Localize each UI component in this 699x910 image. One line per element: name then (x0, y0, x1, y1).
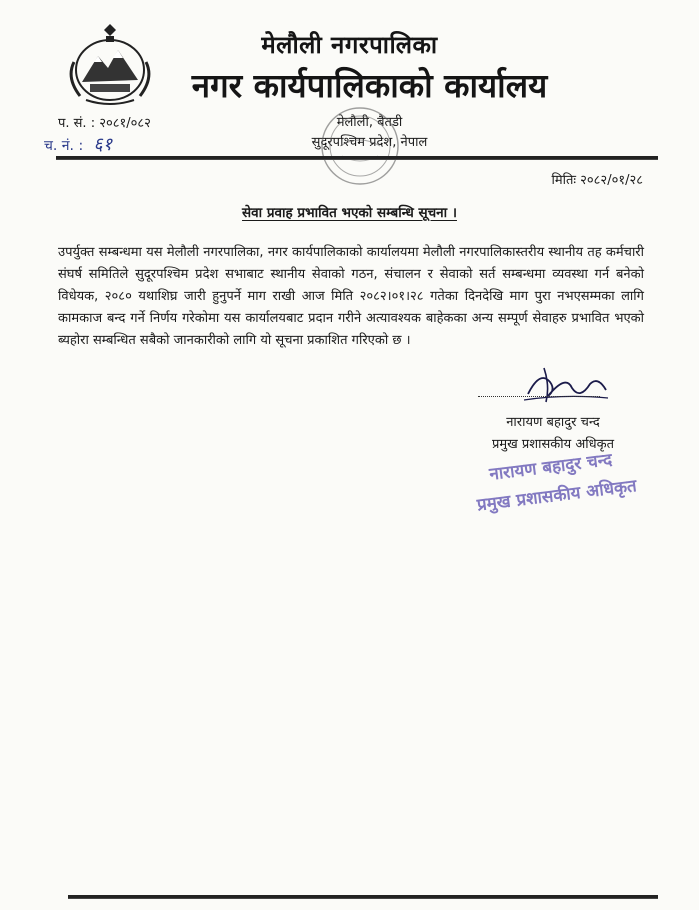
dispatch-number (44, 132, 112, 156)
office-name: मेलौली नगरपालिका (261, 31, 438, 59)
issue-date-label: मितिः (551, 173, 577, 188)
signature-line (478, 396, 600, 397)
issue-date (551, 170, 643, 188)
notice-subject-text: सेवा प्रवाह प्रभावित भएको सम्बन्धि सूचना । (242, 205, 457, 221)
letter-number-label: प. सं. : (58, 116, 96, 131)
signatory-designation: प्रमुख प्रशासकीय अधिकृत (491, 437, 615, 452)
header-divider (56, 156, 658, 160)
seal-name: नारायण बहादुर चन्द (488, 449, 614, 485)
seal-designation: प्रमुख प्रशासकीय अधिकृत (475, 476, 638, 516)
issue-date-value: २०८२/०१/२८ (580, 173, 643, 188)
notice-subject (0, 203, 699, 221)
address-province: सुदूरपश्चिम प्रदेश, नेपाल (311, 135, 428, 150)
notice-body: उपर्युक्त सम्बन्धमा यस मेलौली नगरपालिका, नगर कार्यपालिकाको कार्यालयमा मेलौली नगरपालिकास्तरीय स्थानीय तह कर्मचारी संघर्ष समितिले सुदूरपश्चिम प्रदेश सभाबाट स्थानीय सेवाको गठन, संचालन र सेवाको सर्त सम्बन्धमा व्यवस्था गर्न बनेको विधेयक, २०८० यथाशिघ्र जारी हुनुपर्ने माग राखी आज मिति २०८२।०१।२८ गतेका दिनदेखि माग पुरा नभएसम्मका लागि कामकाज बन्द गर्ने निर्णय गरेकोमा यस कार्यालयबाट प्रदान गरीने अत्यावश्यक बाहेकका अन्य सम्पूर्ण सेवाहरु प्रभावित भएको ब्यहोरा सम्बन्धित सबैको जानकारीको लागि यो सूचना प्रकाशित गरिएको छ । (58, 245, 644, 348)
footer-divider (68, 895, 658, 899)
letter-number (58, 113, 151, 131)
letter-number-value: २०८१/०८२ (99, 116, 151, 131)
dispatch-number-label: च. नं. : (44, 138, 84, 154)
name-seal-stamp (472, 443, 647, 515)
office-title: नगर कार्यपालिकाको कार्यालय (191, 66, 548, 105)
office-stamp-icon (318, 104, 402, 188)
address-municipality: मेलौली, बैतडी (336, 115, 403, 130)
signatory-name: नारायण बहादुर चन्द (506, 415, 600, 430)
dispatch-number-value: ६१ (93, 134, 113, 155)
signature-icon (520, 360, 610, 406)
